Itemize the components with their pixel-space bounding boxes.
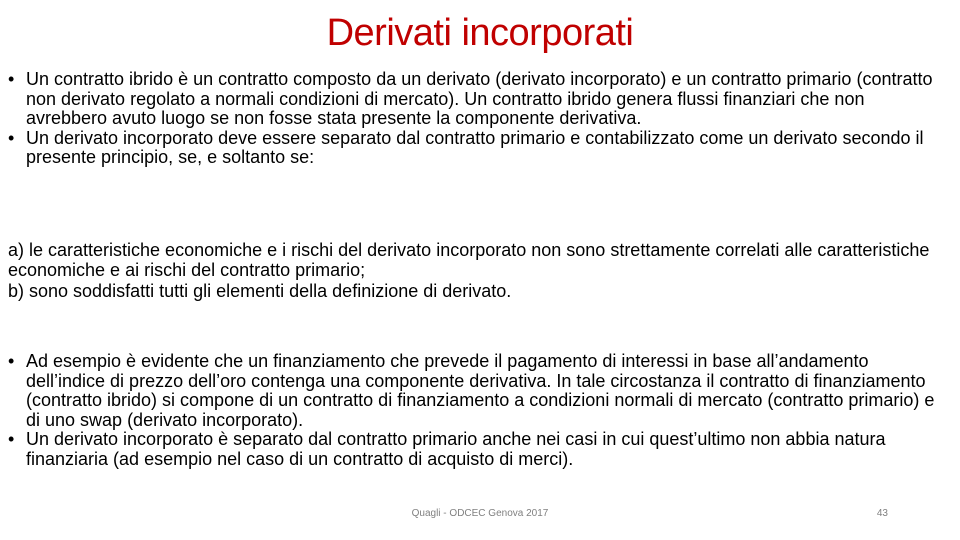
bullet-text: Un contratto ibrido è un contratto composto da un derivato (derivato incorporato) e un contratto primario (contratto non derivato regolato a normali condizioni di mercato). Un contratto ibrido genera flussi finanziari che non avrebbero avuto luogo se non fosse stata presente la componente derivativa. <box>26 69 933 128</box>
bullet-icon: • <box>8 127 15 148</box>
bullet-item <box>8 129 948 168</box>
condition-b: b) sono soddisfatti tutti gli elementi della definizione di derivato. <box>8 281 512 301</box>
bullet-icon: • <box>8 351 15 371</box>
conditions-list <box>8 241 948 302</box>
bullet-icon: • <box>8 429 15 449</box>
bullet-text: Ad esempio è evidente che un finanziamento che prevede il pagamento di interessi in base all’andamento dell’indice di prezzo dell’oro contenga una componente derivativa. In tale circostanza il contratto di finanziamento (contratto ibrido) si compone di un contratto di finanziamento a condizioni normali di mercato (contratto primario) e di uno swap (derivato incorporato). <box>26 351 935 430</box>
slide-footer: Quagli - ODCEC Genova 2017 <box>411 508 549 519</box>
top-bullet-list <box>8 70 948 168</box>
condition-a: a) le caratteristiche economiche e i rischi del derivato incorporato non sono strettamente correlati alle caratteristiche economiche e ai rischi del contratto primario; <box>8 240 930 280</box>
bullet-item <box>8 352 948 430</box>
bullet-text: Un derivato incorporato deve essere separato dal contratto primario e contabilizzato come un derivato secondo il presente principio, se, e soltanto se: <box>26 127 924 167</box>
page-number: 43 <box>876 508 888 519</box>
bottom-bullet-list <box>8 352 948 469</box>
slide-title: Derivati incorporati <box>326 12 634 54</box>
bullet-text: Un derivato incorporato è separato dal contratto primario anche nei casi in cui quest’ultimo non abbia natura finanziaria (ad esempio nel caso di un contratto di acquisto di merci). <box>26 429 886 469</box>
bullet-item <box>8 430 948 469</box>
bullet-icon: • <box>8 69 15 89</box>
bullet-item <box>8 70 948 129</box>
